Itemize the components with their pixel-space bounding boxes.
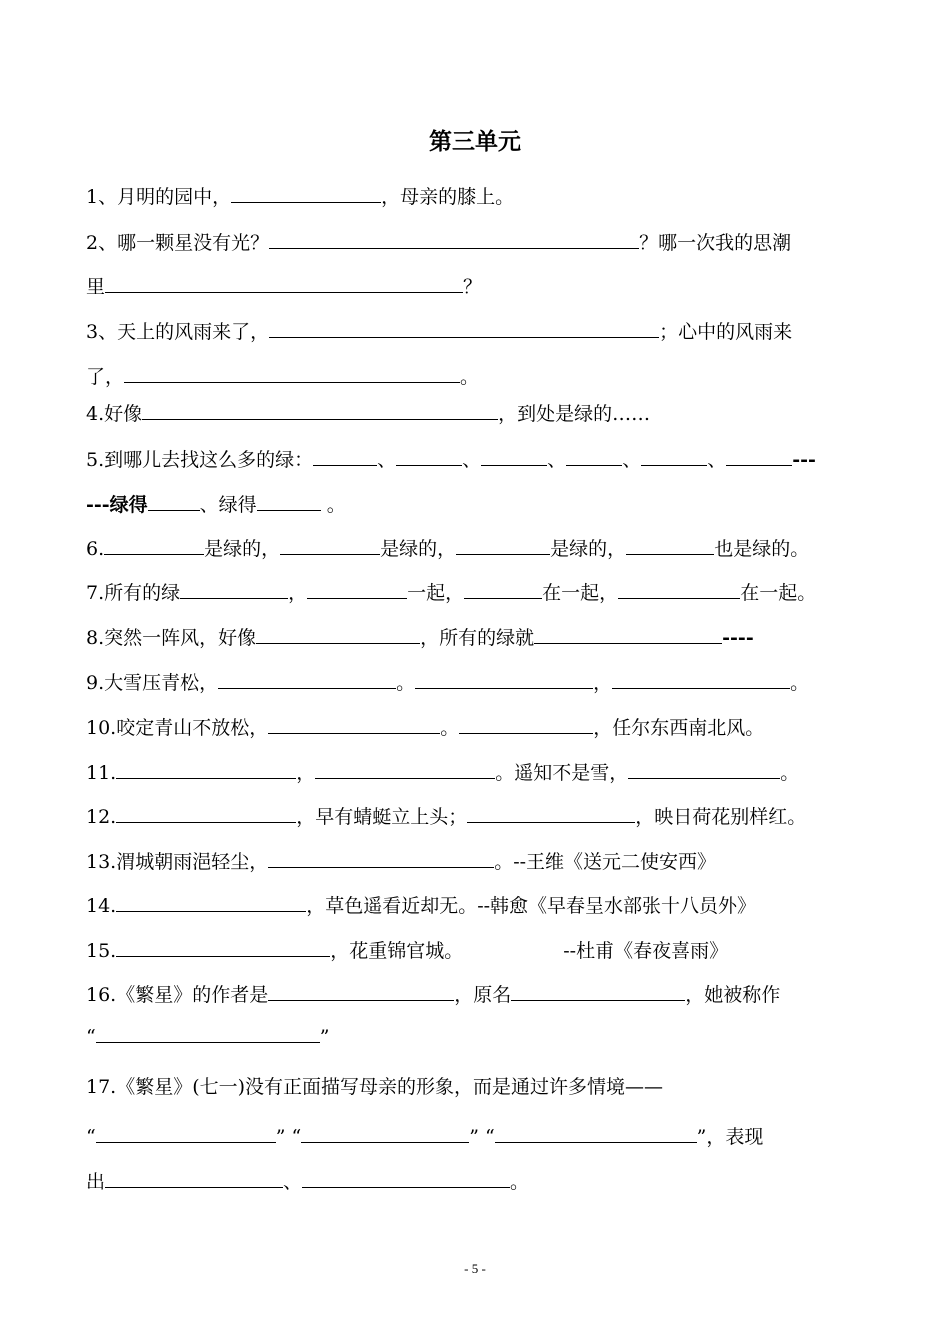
- blank[interactable]: [415, 662, 593, 689]
- blank[interactable]: [257, 484, 321, 511]
- text: 17.《繁星》(七一)没有正面描写母亲的形象，而是通过许多情境——: [86, 1076, 664, 1098]
- question-17-cont: [86, 1116, 763, 1148]
- blank[interactable]: [148, 484, 200, 511]
- text: 是绿的，: [380, 538, 457, 560]
- text: 是绿的，: [550, 538, 627, 560]
- text: ，原名: [454, 984, 512, 1006]
- blank[interactable]: [116, 885, 306, 912]
- blank[interactable]: [280, 528, 380, 555]
- blank[interactable]: [467, 796, 635, 823]
- text: 13.渭城朝雨浥轻尘，: [86, 851, 269, 873]
- text: ，她被称作: [685, 984, 781, 1006]
- blank[interactable]: [566, 439, 622, 466]
- question-10: [86, 707, 764, 739]
- text: 、: [377, 449, 397, 471]
- blank[interactable]: [124, 356, 460, 383]
- question-14: [86, 885, 756, 917]
- text: 了，: [86, 366, 125, 388]
- text: 在一起，: [542, 582, 619, 604]
- question-12: [86, 796, 806, 828]
- blank[interactable]: [307, 572, 407, 599]
- text: 6.: [86, 538, 105, 560]
- text: 、绿得: [199, 494, 257, 516]
- question-9: [86, 662, 809, 694]
- text: ，映日荷花别样红。: [635, 806, 807, 828]
- text: 10.咬定青山不放松，: [86, 717, 269, 739]
- blank[interactable]: [626, 528, 714, 555]
- text: 是绿的，: [204, 538, 281, 560]
- text: 、: [622, 449, 642, 471]
- text: 1、月明的园中，: [86, 186, 232, 208]
- blank[interactable]: [116, 930, 330, 957]
- blank[interactable]: [511, 974, 685, 1001]
- text: 。: [396, 672, 416, 694]
- blank[interactable]: [302, 1161, 510, 1188]
- blank[interactable]: [268, 707, 440, 734]
- text: 。: [790, 672, 810, 694]
- text: ----: [722, 627, 754, 649]
- blank[interactable]: [116, 752, 296, 779]
- text: ？: [463, 276, 483, 298]
- blank[interactable]: [180, 572, 288, 599]
- page-number: - 5 -: [464, 1261, 486, 1276]
- blank[interactable]: [105, 266, 463, 293]
- question-3: [86, 311, 792, 343]
- text: ，花重锦官城。: [330, 940, 464, 962]
- text: 9.大雪压青松，: [86, 672, 219, 694]
- text: 。: [510, 1171, 530, 1193]
- text: 2、哪一颗星没有光？: [86, 232, 270, 254]
- text: 、: [547, 449, 567, 471]
- blank[interactable]: [218, 662, 396, 689]
- question-11: [86, 752, 799, 784]
- text: 8.突然一阵风，好像: [86, 627, 257, 649]
- question-16-cont: [86, 1016, 329, 1048]
- text: 3、天上的风雨来了，: [86, 321, 270, 343]
- blank[interactable]: [726, 439, 792, 466]
- blank[interactable]: [96, 1016, 320, 1043]
- text: 也是绿的。: [714, 538, 810, 560]
- blank[interactable]: [464, 572, 542, 599]
- text: 5.到哪儿去找这么多的绿：: [86, 449, 314, 471]
- question-5: [86, 439, 816, 471]
- text: 。: [780, 762, 800, 784]
- text: ” “: [469, 1126, 495, 1148]
- question-1: [86, 176, 514, 208]
- question-16: [86, 974, 780, 1006]
- page-title: 第三单元: [429, 129, 521, 155]
- blank[interactable]: [315, 752, 495, 779]
- text: 12.: [86, 806, 117, 828]
- text: ，任尔东西南北风。: [593, 717, 765, 739]
- question-7: [86, 572, 816, 604]
- text: ”: [319, 1026, 330, 1048]
- text: ，母亲的膝上。: [381, 186, 515, 208]
- text: ”，表现: [696, 1126, 764, 1148]
- blank[interactable]: [231, 176, 381, 203]
- blank[interactable]: [269, 222, 639, 249]
- text: ，草色遥看近却无。--韩愈《早春呈水部张十八员外》: [306, 895, 757, 917]
- question-8: [86, 617, 754, 649]
- blank[interactable]: [459, 707, 593, 734]
- question-4: [86, 393, 650, 425]
- blank[interactable]: [618, 572, 740, 599]
- text: 14.: [86, 895, 117, 917]
- text: 11.: [86, 762, 117, 784]
- text: ，: [288, 582, 308, 604]
- text: 在一起。: [740, 582, 817, 604]
- text: “: [86, 1026, 96, 1048]
- text: 、: [462, 449, 482, 471]
- question-2-cont: [86, 266, 482, 298]
- blank[interactable]: [641, 439, 707, 466]
- blank[interactable]: [301, 1116, 469, 1143]
- text: “: [86, 1126, 96, 1148]
- blank[interactable]: [456, 528, 550, 555]
- text: ，: [593, 672, 613, 694]
- blank[interactable]: [628, 752, 780, 779]
- text: 16.《繁星》的作者是: [86, 984, 269, 1006]
- blank[interactable]: [269, 311, 659, 338]
- blank[interactable]: [534, 617, 722, 644]
- text: 里: [86, 276, 106, 298]
- text: ？哪一次我的思潮: [639, 232, 792, 254]
- blank[interactable]: [268, 841, 494, 868]
- question-6: [86, 528, 809, 560]
- question-17: [86, 1071, 663, 1103]
- blank[interactable]: [105, 1161, 283, 1188]
- text: 一起，: [407, 582, 465, 604]
- blank[interactable]: [116, 796, 296, 823]
- question-5-cont: [86, 484, 346, 516]
- blank[interactable]: [268, 974, 454, 1001]
- blank[interactable]: [481, 439, 547, 466]
- text: ，所有的绿就: [420, 627, 535, 649]
- text: ---: [792, 449, 816, 471]
- blank[interactable]: [612, 662, 790, 689]
- question-15: [86, 930, 728, 962]
- text: 、: [283, 1171, 303, 1193]
- text: 。--王维《送元二使安西》: [494, 851, 717, 873]
- text: ---绿得: [86, 494, 148, 516]
- text: ，到处是绿的……: [498, 403, 651, 425]
- text: 。: [440, 717, 460, 739]
- attribution: --杜甫《春夜喜雨》: [563, 940, 729, 962]
- question-3-cont: [86, 356, 479, 388]
- text: 出: [86, 1171, 106, 1193]
- text: 15.: [86, 940, 117, 962]
- blank[interactable]: [142, 393, 498, 420]
- blank[interactable]: [96, 1116, 276, 1143]
- text: 。: [320, 494, 346, 516]
- blank[interactable]: [313, 439, 377, 466]
- text: ” “: [275, 1126, 302, 1148]
- text: ；心中的风雨来: [659, 321, 793, 343]
- blank[interactable]: [104, 528, 204, 555]
- text: 。遥知不是雪，: [495, 762, 629, 784]
- text: ，: [296, 762, 316, 784]
- text: 。: [460, 366, 480, 388]
- text: ，早有蜻蜓立上头；: [296, 806, 468, 828]
- text: 7.所有的绿: [86, 582, 181, 604]
- text: 、: [707, 449, 727, 471]
- question-13: [86, 841, 716, 873]
- text: 4.好像: [86, 403, 143, 425]
- blank[interactable]: [495, 1116, 697, 1143]
- blank[interactable]: [256, 617, 420, 644]
- question-17-cont2: [86, 1161, 529, 1193]
- blank[interactable]: [396, 439, 462, 466]
- question-2: [86, 222, 791, 254]
